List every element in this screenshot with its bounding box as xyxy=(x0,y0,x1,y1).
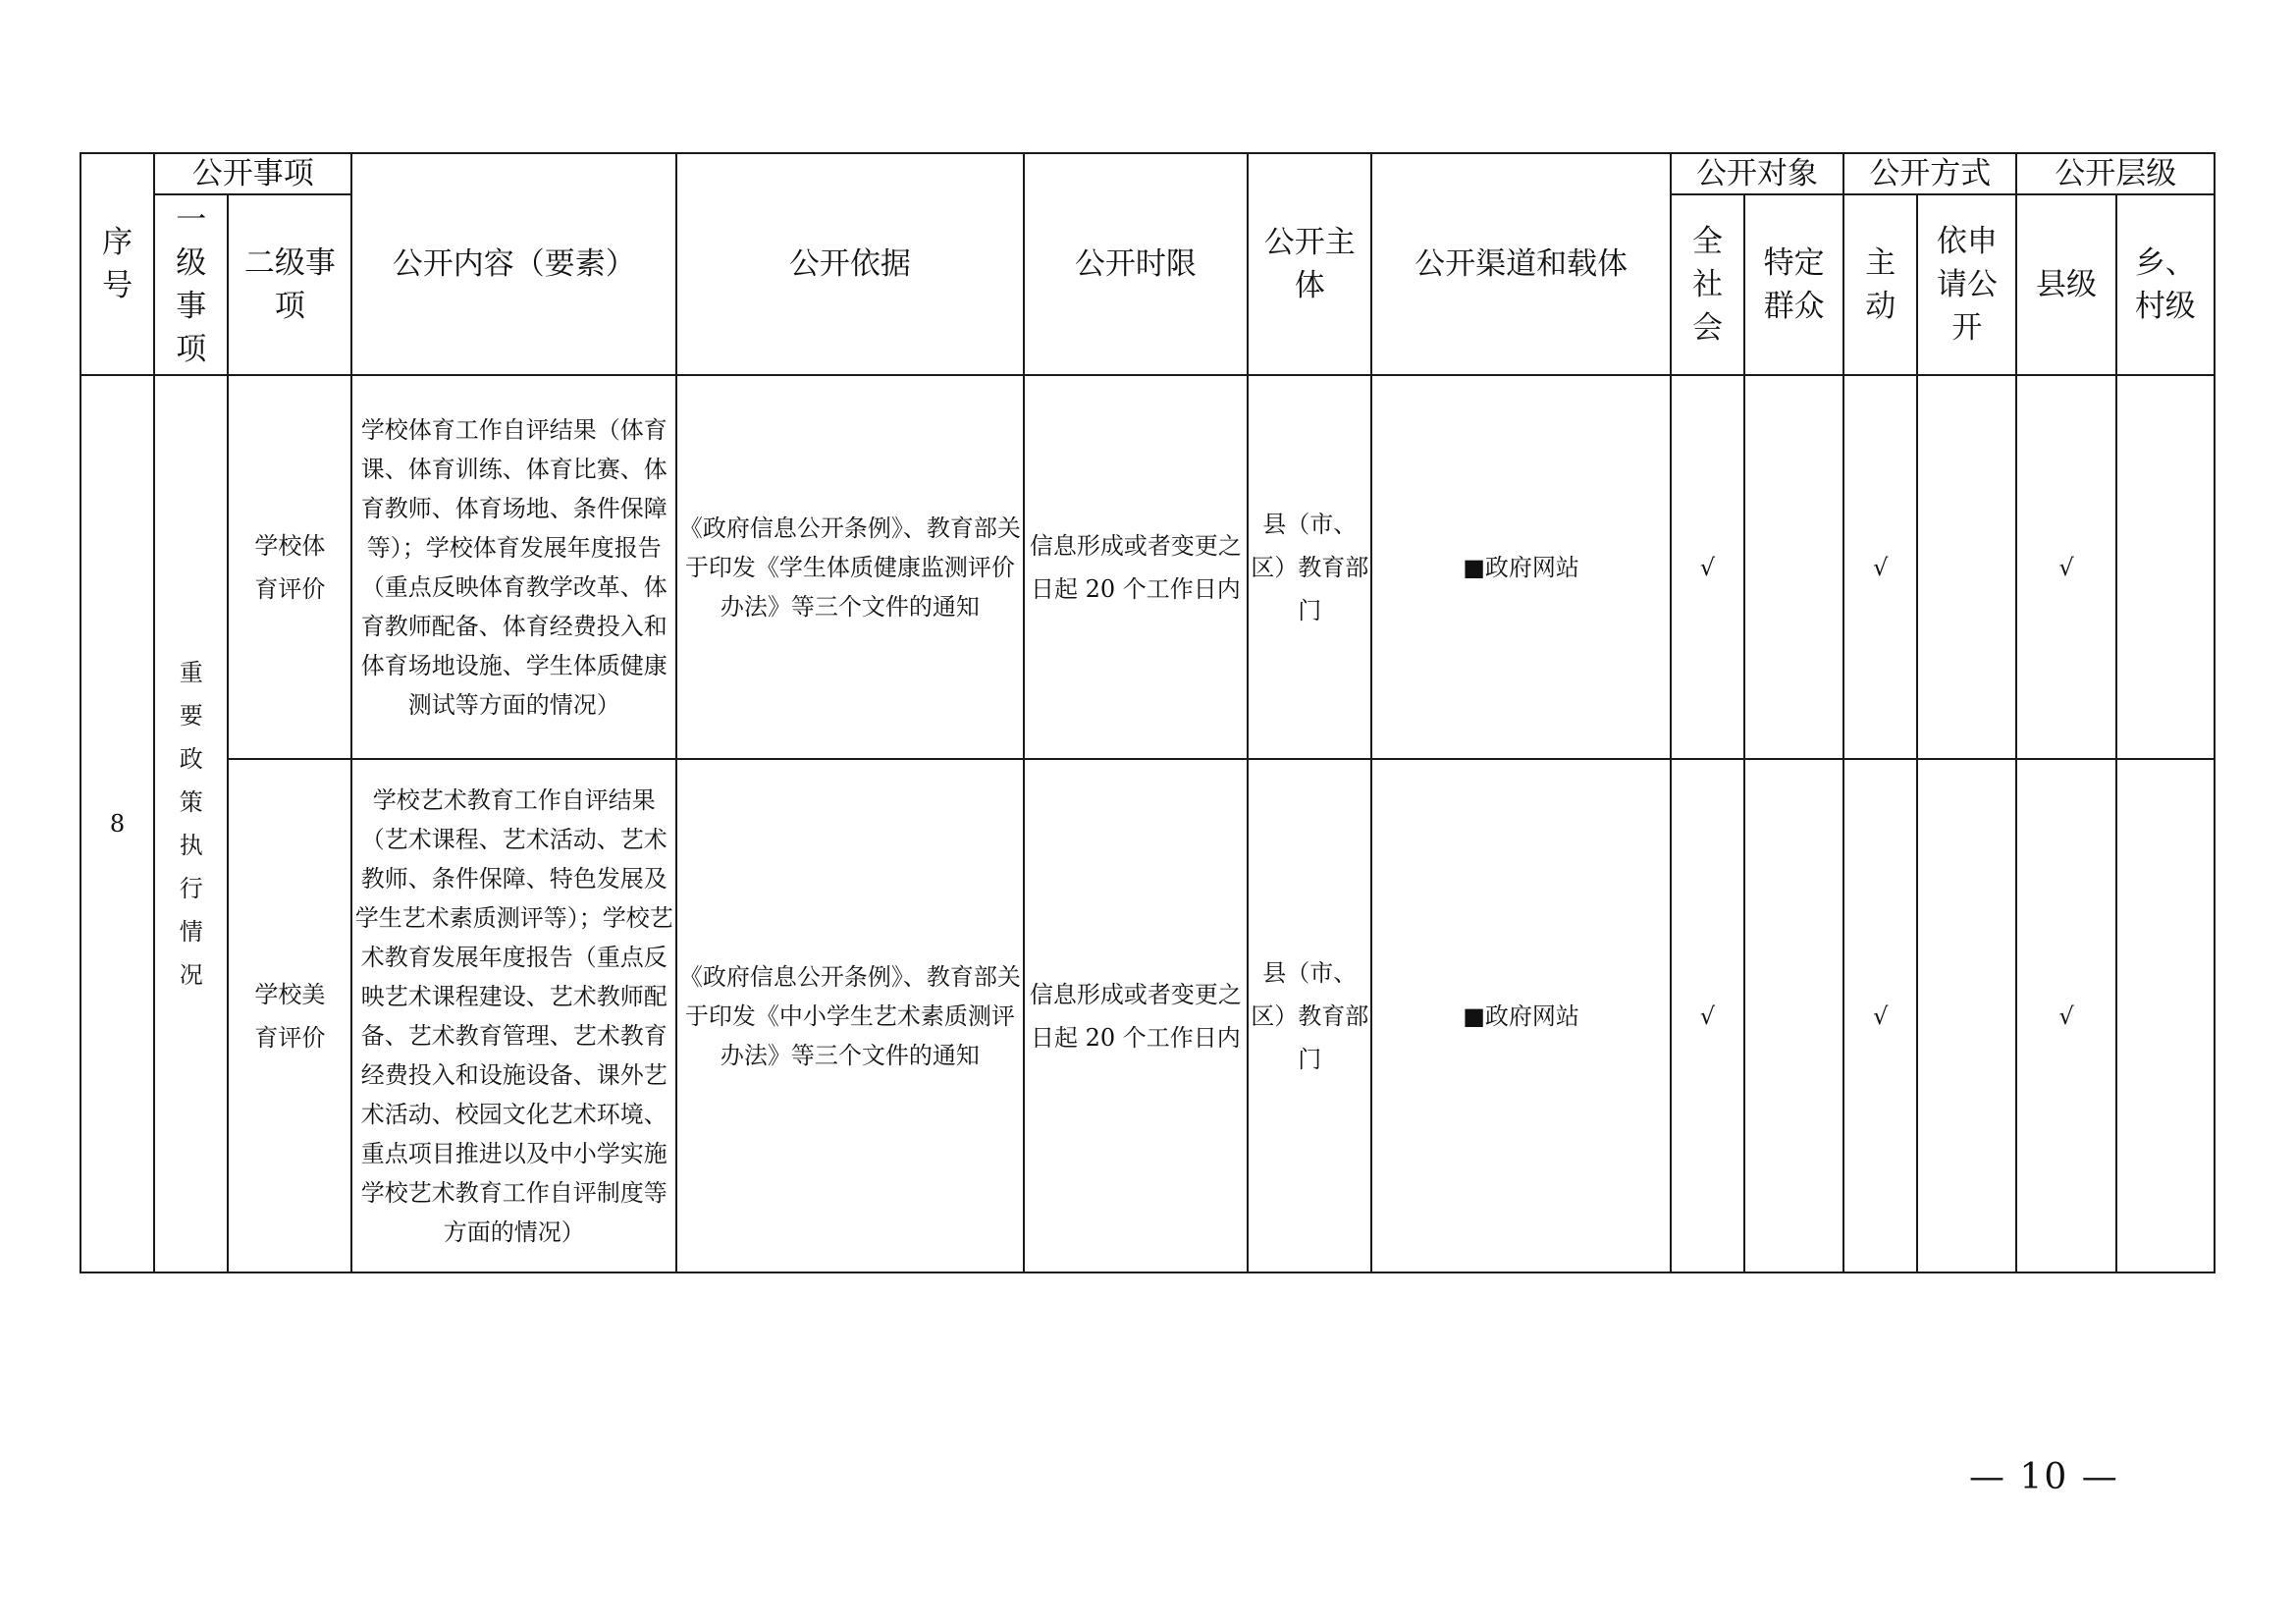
table-row xyxy=(80,759,2215,1272)
header-target-specific: 特定群众 xyxy=(1744,194,1843,375)
header-level2: 二级事项 xyxy=(228,194,351,375)
row-method-apply xyxy=(1917,759,2016,1272)
row-level2: 学校体育评价 xyxy=(228,375,351,759)
row-time-limit: 信息形成或者变更之日起 20 个工作日内 xyxy=(1024,759,1248,1272)
row-level1: 重要政策执行情况 xyxy=(154,375,228,1272)
row-channel: ■政府网站 xyxy=(1371,375,1671,759)
header-method-apply: 依申请公开 xyxy=(1917,194,2016,375)
header-target-all: 全社会 xyxy=(1671,194,1744,375)
header-subject: 公开主体 xyxy=(1248,153,1371,375)
row-target-specific xyxy=(1744,375,1843,759)
row-level-town xyxy=(2116,759,2215,1272)
row-basis: 《政府信息公开条例》、教育部关于印发《学生体质健康监测评价办法》等三个文件的通知 xyxy=(676,375,1024,759)
header-basis: 公开依据 xyxy=(676,153,1024,375)
row-basis: 《政府信息公开条例》、教育部关于印发《中小学生艺术素质测评办法》等三个文件的通知 xyxy=(676,759,1024,1272)
row-level2: 学校美育评价 xyxy=(228,759,351,1272)
row-content: 学校体育工作自评结果（体育课、体育训练、体育比赛、体育教师、体育场地、条件保障等）；学校体育发展年度报告（重点反映体育教学改革、体育教师配备、体育经费投入和体育场地设施、学生体质健康测试等方面的情况） xyxy=(351,375,676,759)
row-target-specific xyxy=(1744,759,1843,1272)
header-time-limit: 公开时限 xyxy=(1024,153,1248,375)
row-time-limit: 信息形成或者变更之日起 20 个工作日内 xyxy=(1024,375,1248,759)
disclosure-table-wrapper xyxy=(80,152,2216,1273)
row-seq: 8 xyxy=(80,375,154,1272)
row-level-county: √ xyxy=(2016,759,2115,1272)
header-level-group: 公开层级 xyxy=(2016,153,2215,194)
header-method-group: 公开方式 xyxy=(1843,153,2016,194)
row-method-apply xyxy=(1917,375,2016,759)
header-items-group: 公开事项 xyxy=(154,153,351,194)
row-channel: ■政府网站 xyxy=(1371,759,1671,1272)
row-subject: 县（市、区）教育部门 xyxy=(1248,375,1371,759)
row-method-active: √ xyxy=(1843,759,1917,1272)
header-content: 公开内容（要素） xyxy=(351,153,676,375)
header-target-group: 公开对象 xyxy=(1671,153,1843,194)
header-channel: 公开渠道和载体 xyxy=(1371,153,1671,375)
header-level-county: 县级 xyxy=(2016,194,2115,375)
header-method-active: 主动 xyxy=(1843,194,1917,375)
row-method-active: √ xyxy=(1843,375,1917,759)
header-level-town: 乡、村级 xyxy=(2116,194,2215,375)
page-number: — 10 — xyxy=(1969,1457,2119,1497)
header-row-1 xyxy=(80,153,2215,194)
header-level1: 一级事项 xyxy=(154,194,228,375)
disclosure-table xyxy=(80,152,2216,1273)
row-target-all: √ xyxy=(1671,759,1744,1272)
row-content: 学校艺术教育工作自评结果（艺术课程、艺术活动、艺术教师、条件保障、特色发展及学生艺术素质测评等）；学校艺术教育发展年度报告（重点反映艺术课程建设、艺术教师配备、艺术教育管理、艺术教育经费投入和设施设备、课外艺术活动、校园文化艺术环境、重点项目推进以及中小学实施学校艺术教育工作自评制度等方面的情况） xyxy=(351,759,676,1272)
row-target-all: √ xyxy=(1671,375,1744,759)
header-seq: 序号 xyxy=(80,153,154,375)
row-level-county: √ xyxy=(2016,375,2115,759)
row-level-town xyxy=(2116,375,2215,759)
table-row xyxy=(80,375,2215,759)
row-subject: 县（市、区）教育部门 xyxy=(1248,759,1371,1272)
